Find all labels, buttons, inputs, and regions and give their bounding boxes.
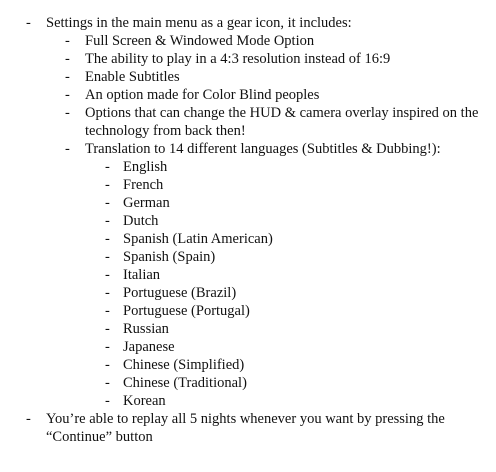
list-item-replay — [0, 410, 496, 446]
list-item-settings — [0, 14, 496, 410]
list-item — [46, 68, 496, 86]
list-item-text: Settings in the main menu as a gear icon, it includes: — [46, 15, 352, 31]
bullet-dash: - — [105, 249, 110, 265]
language-item — [85, 374, 496, 392]
language-label: German — [123, 195, 170, 211]
bullet-dash: - — [105, 375, 110, 391]
list-item-translation — [46, 140, 496, 410]
list-item — [46, 50, 496, 68]
language-item — [85, 302, 496, 320]
bullet-dash: - — [105, 357, 110, 373]
language-label: Spanish (Spain) — [123, 249, 216, 265]
bullet-dash: - — [105, 285, 110, 301]
language-label: English — [123, 159, 168, 175]
language-label: Russian — [123, 321, 169, 337]
list-item — [46, 104, 496, 140]
language-label: Chinese (Traditional) — [123, 375, 247, 391]
settings-sublist — [46, 32, 496, 410]
bullet-dash: - — [65, 105, 70, 121]
language-item — [85, 338, 496, 356]
language-item — [85, 392, 496, 410]
bullet-dash: - — [65, 33, 70, 49]
language-label: Japanese — [123, 339, 175, 355]
language-item — [85, 266, 496, 284]
language-label: Portuguese (Portugal) — [123, 303, 250, 319]
bullet-dash: - — [105, 213, 110, 229]
bullet-dash: - — [65, 51, 70, 67]
list-item — [46, 86, 496, 104]
bullet-dash: - — [105, 195, 110, 211]
language-list — [85, 158, 496, 410]
list-item-text: You’re able to replay all 5 nights whenever you want by pressing the “Continue” button — [46, 411, 445, 445]
bullet-dash: - — [105, 267, 110, 283]
bullet-dash: - — [65, 69, 70, 85]
list-item-text: The ability to play in a 4:3 resolution instead of 16:9 — [85, 51, 391, 67]
language-label: Chinese (Simplified) — [123, 357, 245, 373]
bullet-dash: - — [65, 141, 70, 157]
bullet-dash: - — [105, 321, 110, 337]
language-item — [85, 284, 496, 302]
list-item-text: Translation to 14 different languages (Subtitles & Dubbing!): — [85, 141, 441, 157]
language-label: Korean — [123, 393, 166, 409]
list-item-text: Enable Subtitles — [85, 69, 180, 85]
bullet-dash: - — [65, 87, 70, 103]
list-item-text: An option made for Color Blind peoples — [85, 87, 320, 103]
language-label: French — [123, 177, 164, 193]
language-item — [85, 158, 496, 176]
bullet-dash: - — [105, 231, 110, 247]
language-label: Italian — [123, 267, 161, 283]
language-item — [85, 176, 496, 194]
language-item — [85, 248, 496, 266]
language-item — [85, 194, 496, 212]
bullet-dash: - — [105, 393, 110, 409]
language-item — [85, 320, 496, 338]
bullet-dash: - — [105, 339, 110, 355]
language-item — [85, 230, 496, 248]
bullet-dash: - — [26, 15, 31, 31]
list-item-text: Full Screen & Windowed Mode Option — [85, 33, 315, 49]
bullet-dash: - — [105, 303, 110, 319]
bullet-dash: - — [26, 411, 31, 427]
language-label: Dutch — [123, 213, 159, 229]
language-item — [85, 356, 496, 374]
language-label: Spanish (Latin American) — [123, 231, 273, 247]
language-label: Portuguese (Brazil) — [123, 285, 237, 301]
list-item — [46, 32, 496, 50]
bullet-list — [0, 14, 496, 446]
bullet-dash: - — [105, 177, 110, 193]
language-item — [85, 212, 496, 230]
list-item-text: Options that can change the HUD & camera overlay inspired on the technology from back then! — [85, 105, 479, 139]
bullet-dash: - — [105, 159, 110, 175]
